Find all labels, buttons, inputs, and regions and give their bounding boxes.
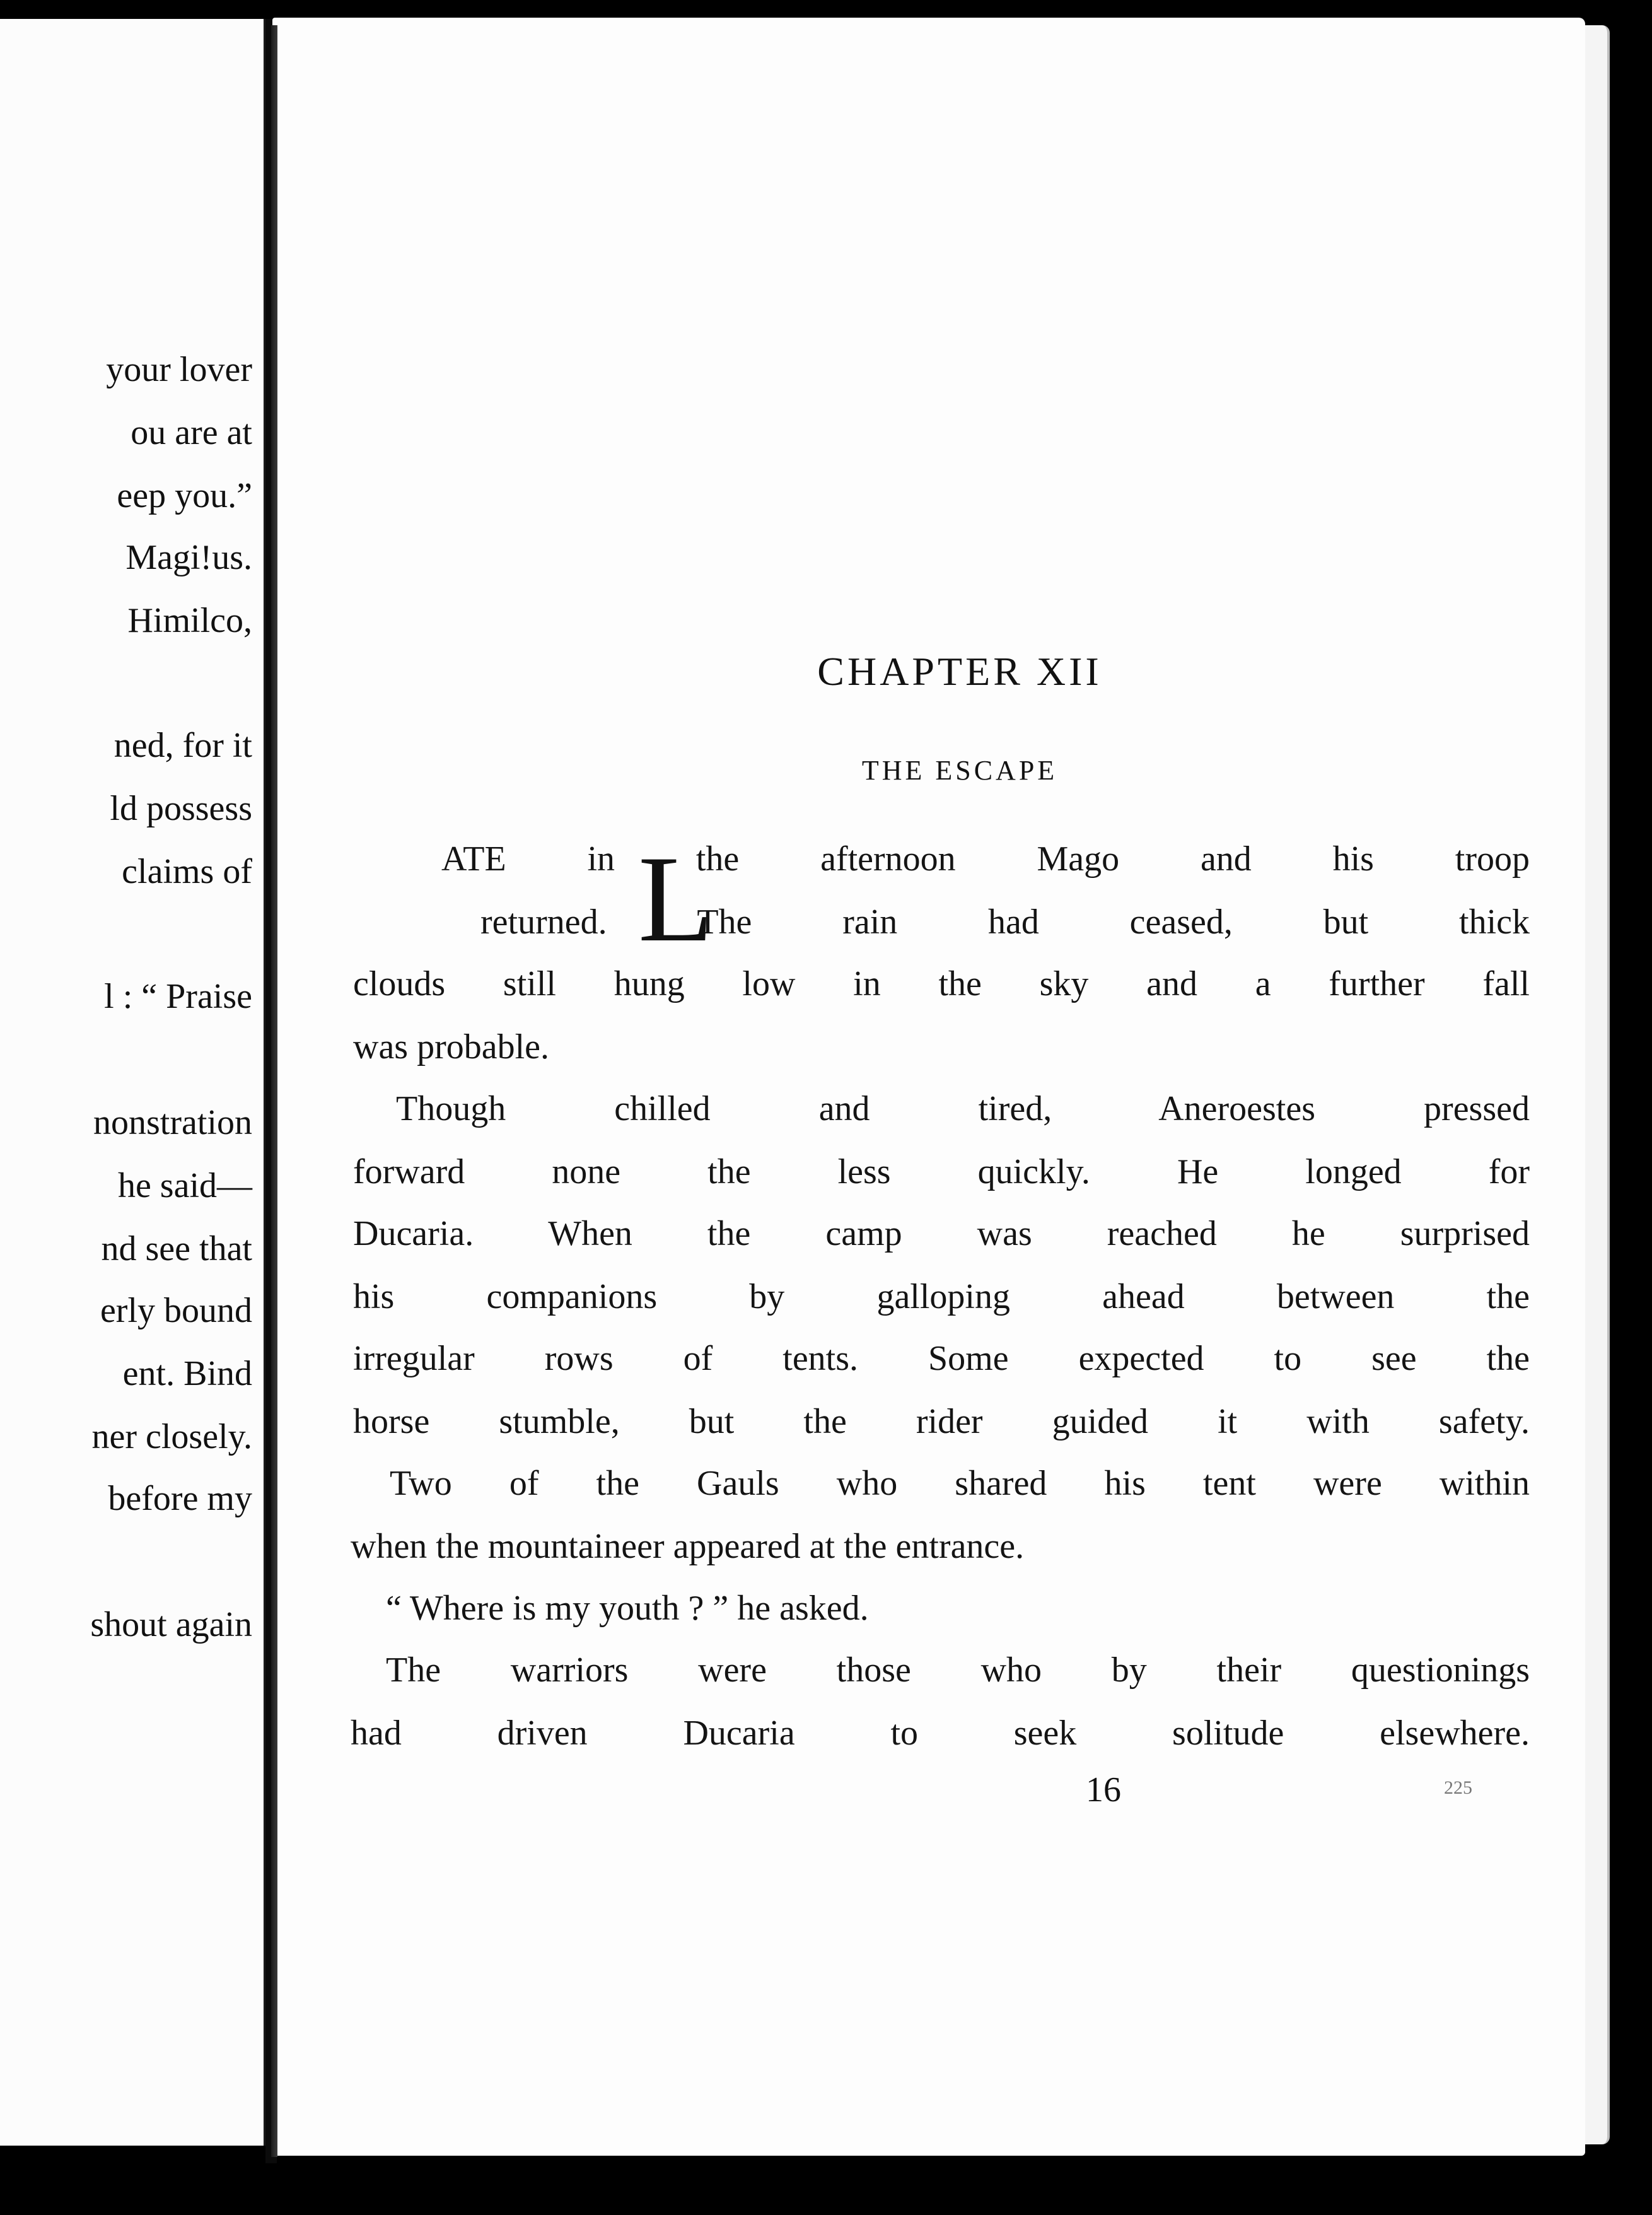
left-page-line: ent. Bind <box>122 1354 252 1393</box>
text-line: ATE in the afternoon Mago and his troop <box>441 839 1530 879</box>
text-line: “ Where is my youth ? ” he asked. <box>386 1589 869 1628</box>
text-line: irregular rows of tents. Some expected to see the <box>353 1339 1530 1378</box>
left-page-line: eep you.” <box>117 476 252 515</box>
left-facing-page <box>0 19 265 2146</box>
signature-mark: 225 <box>1444 1777 1472 1798</box>
left-page-line: nonstration <box>93 1103 252 1142</box>
left-page-line: ld possess <box>110 789 252 828</box>
page-number: 16 <box>1086 1770 1121 1809</box>
spine-shadow <box>271 25 277 2157</box>
text-line: clouds still hung low in the sky and a further fall <box>353 964 1530 1003</box>
left-page-line: l : “ Praise <box>104 977 252 1016</box>
text-line: Though chilled and tired, Aneroestes pressed <box>396 1089 1530 1128</box>
left-page-line: before my <box>108 1479 252 1518</box>
left-page-line: he said— <box>117 1166 252 1205</box>
left-page-line: shout again <box>90 1605 252 1644</box>
right-page <box>272 18 1585 2156</box>
text-line: returned. The rain had ceased, but thick <box>480 903 1530 942</box>
left-page-line: ned, for it <box>113 726 252 765</box>
left-page-line: claims of <box>122 852 252 891</box>
text-line: when the mountaineer appeared at the entrance. <box>351 1527 1025 1566</box>
left-page-line: your lover <box>106 350 252 389</box>
text-line: had driven Ducaria to seek solitude elsewhere. <box>351 1714 1530 1753</box>
drop-cap: L <box>638 831 714 967</box>
text-line: Two of the Gauls who shared his tent were within <box>390 1464 1530 1503</box>
text-line: horse stumble, but the rider guided it with safety. <box>353 1402 1530 1441</box>
text-line: The warriors were those who by their questionings <box>386 1651 1530 1690</box>
chapter-subtitle: THE ESCAPE <box>861 755 1058 786</box>
left-page-line: Magi!us. <box>125 538 252 577</box>
text-line: was probable. <box>353 1027 550 1067</box>
text-line: his companions by galloping ahead between the <box>353 1277 1530 1316</box>
left-page-line: ou are at <box>131 413 252 452</box>
left-page-line: erly bound <box>100 1291 252 1330</box>
text-line: forward none the less quickly. He longed for <box>353 1152 1530 1191</box>
left-page-line: nd see that <box>101 1229 252 1268</box>
text-line: Ducaria. When the camp was reached he surprised <box>353 1214 1530 1253</box>
left-page-line: ner closely. <box>91 1417 252 1456</box>
chapter-title: CHAPTER XII <box>817 649 1102 694</box>
left-page-line: Himilco, <box>127 601 252 640</box>
